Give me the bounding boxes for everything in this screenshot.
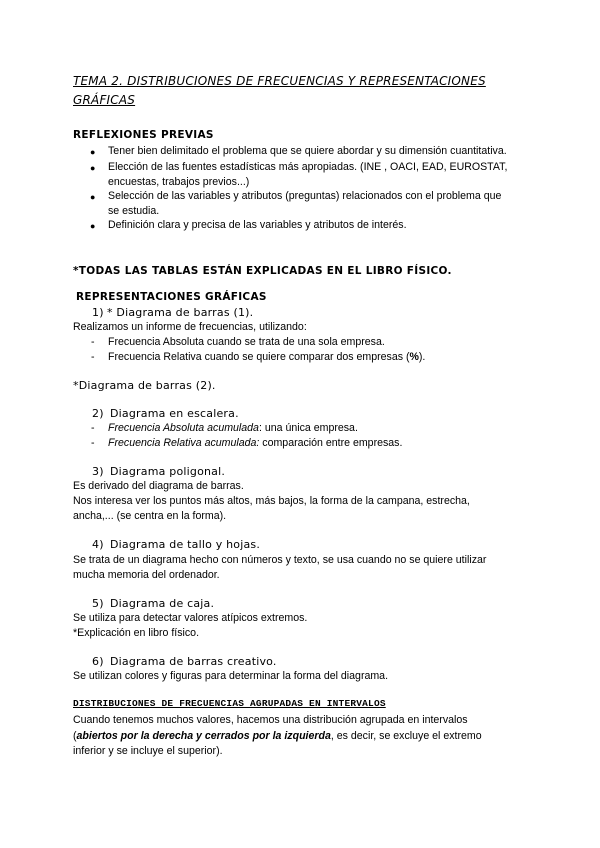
list-item: Tener bien delimitado el problema que se quiere abordar y su dimensión cuantitativa. (108, 145, 507, 157)
item-number: 1) (92, 306, 104, 319)
item-number: 6) (92, 655, 104, 668)
freq-relativa-text: Frecuencia Relativa cuando se quiere comparar dos empresas (%). (108, 351, 426, 363)
dash-icon: - (91, 437, 95, 449)
list-item: Definición clara y precisa de las variables y atributos de interés. (108, 219, 407, 231)
dash-icon: - (91, 336, 95, 348)
item-number: 4) (92, 538, 104, 551)
list-item: Elección de las fuentes estadísticas más apropiadas. (INE , OACI, EAD, EUROSTAT, (108, 161, 508, 173)
agrupadas-heading: DISTRIBUCIONES DE FRECUENCIAS AGRUPADAS EN INTERVALOS (73, 698, 386, 709)
item-diagrama-escalera: Diagrama en escalera. (110, 407, 239, 420)
representaciones-heading: REPRESENTACIONES GRÁFICAS (76, 291, 267, 303)
item-diagrama-poligonal: Diagrama poligonal. (110, 465, 226, 478)
list-item: Selección de las variables y atributos (preguntas) relacionados con el problema que (108, 190, 502, 202)
reflexiones-heading: REFLEXIONES PREVIAS (73, 129, 214, 141)
agrupadas-text: Cuando tenemos muchos valores, hacemos una distribución agrupada en intervalos (73, 714, 468, 726)
agrupadas-text: inferior y se incluye el superior). (73, 745, 223, 757)
item-diagrama-tallo-hojas: Diagrama de tallo y hojas. (110, 538, 261, 551)
escalera-relativa-text: Frecuencia Relativa acumulada: comparación entre empresas. (108, 437, 403, 449)
tables-note: *TODAS LAS TABLAS ESTÁN EXPLICADAS EN EL LIBRO FÍSICO. (73, 265, 452, 277)
list-item-continuation: encuestas, trabajos previos...) (108, 176, 250, 188)
poligonal-text: ancha,... (se centra en la forma). (73, 510, 227, 522)
bullet-icon: ● (90, 163, 96, 173)
bullet-icon: ● (90, 147, 96, 157)
barras-2-note: *Diagrama de barras (2). (73, 379, 216, 392)
agrupadas-text: (abiertos por la derecha y cerrados por la izquierda, es decir, se excluye el extremo (73, 730, 482, 742)
poligonal-text: Es derivado del diagrama de barras. (73, 480, 244, 492)
bullet-icon: ● (90, 192, 96, 202)
item-diagrama-barras-1: * Diagrama de barras (1). (107, 306, 254, 319)
item-number: 5) (92, 597, 104, 610)
freq-absoluta-text: Frecuencia Absoluta cuando se trata de una sola empresa. (108, 336, 385, 348)
item-diagrama-caja: Diagrama de caja. (110, 597, 215, 610)
dash-icon: - (91, 422, 95, 434)
poligonal-text: Nos interesa ver los puntos más altos, más bajos, la forma de la campana, estrecha, (73, 495, 470, 507)
caja-text: *Explicación en libro físico. (73, 627, 200, 639)
item-diagrama-barras-creativo: Diagrama de barras creativo. (110, 655, 277, 668)
page-title: TEMA 2. DISTRIBUCIONES DE FRECUENCIAS Y REPRESENTACIONES (73, 74, 486, 88)
page-title-line2: GRÁFICAS (73, 93, 136, 107)
list-item-continuation: se estudia. (108, 205, 160, 217)
tallo-text: mucha memoria del ordenador. (73, 569, 220, 581)
caja-text: Se utiliza para detectar valores atípicos extremos. (73, 612, 308, 624)
escalera-absoluta-text: Frecuencia Absoluta acumulada: una única empresa. (108, 422, 358, 434)
tallo-text: Se trata de un diagrama hecho con números y texto, se usa cuando no se quiere utilizar (73, 554, 487, 566)
item-number: 3) (92, 465, 104, 478)
bullet-icon: ● (90, 221, 96, 231)
creativo-text: Se utilizan colores y figuras para determinar la forma del diagrama. (73, 670, 389, 682)
dash-icon: - (91, 351, 95, 363)
item-number: 2) (92, 407, 104, 420)
intro-text: Realizamos un informe de frecuencias, utilizando: (73, 321, 307, 333)
